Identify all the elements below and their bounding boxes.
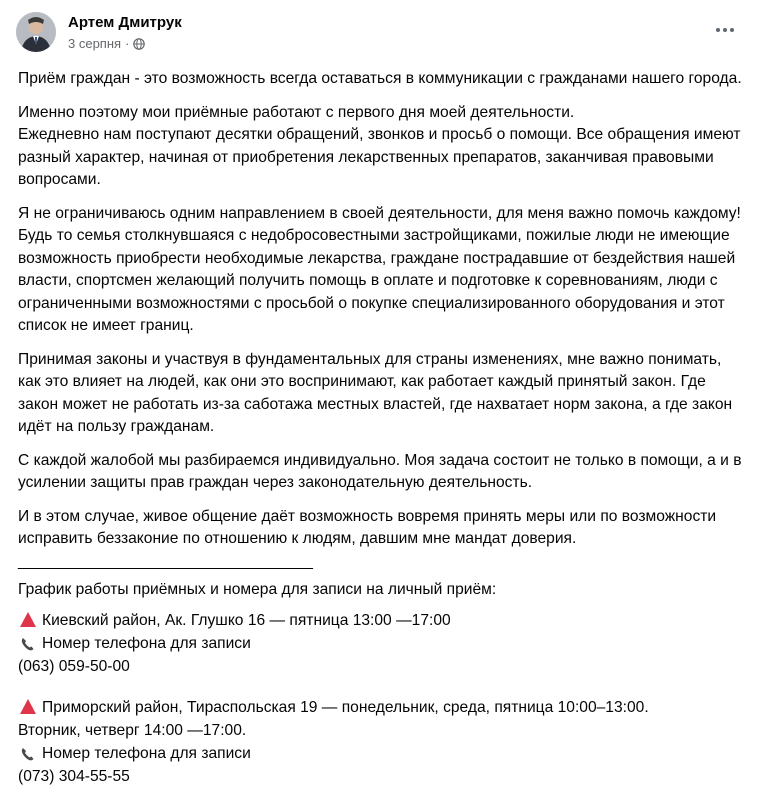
more-options-icon[interactable] bbox=[711, 20, 739, 40]
office-address: Киевский район, Ак. Глушко 16 — пятница 13:00 —17:00 bbox=[42, 612, 451, 629]
office-phone[interactable]: (063) 059-50-00 bbox=[18, 658, 130, 675]
paragraph: Принимая законы и участвуя в фундаментальных для страны изменениях, мне важно понимать, как это влияет на людей, как они это воспринимают, как работает каждый принятый закон. Где закон может не работать из-за саботажа местных властей, где нахватает норм закона, а где закон идёт на пользу гражданам. bbox=[18, 350, 733, 435]
office-phone[interactable]: (073) 304-55-55 bbox=[18, 768, 130, 785]
office-phone-label-line bbox=[18, 632, 748, 655]
phone-label: Номер телефона для записи bbox=[42, 745, 251, 762]
office-address: Приморский район, Тираспольская 19 — понедельник, среда, пятница 10:00–13:00. bbox=[42, 699, 649, 716]
red-triangle-icon bbox=[20, 612, 36, 627]
globe-icon[interactable] bbox=[133, 38, 145, 50]
post-date[interactable]: 3 серпня bbox=[68, 36, 122, 51]
post-meta bbox=[68, 36, 145, 51]
phone-label: Номер телефона для записи bbox=[42, 635, 251, 652]
paragraph: Приём граждан - это возможность всегда оставаться в коммуникации с гражданами нашего города. bbox=[18, 70, 742, 87]
office-address-line bbox=[18, 696, 748, 719]
red-triangle-icon bbox=[20, 699, 36, 714]
post-header bbox=[16, 12, 747, 56]
avatar-photo bbox=[16, 12, 56, 52]
avatar[interactable] bbox=[16, 12, 56, 52]
meta-separator: · bbox=[125, 36, 130, 51]
office-phone-label-line bbox=[18, 742, 748, 765]
telephone-receiver-icon bbox=[20, 636, 36, 652]
schedule-title: График работы приёмных и номера для записи на личный приём: bbox=[18, 580, 497, 598]
post-text bbox=[18, 68, 748, 788]
text-separator: __________________________________ bbox=[18, 552, 313, 570]
paragraph: Я не ограничиваюсь одним направлением в своей деятельности, для меня важно помочь каждому! Будь то семья столкнувшаяся с недобросовестными застройщиками, пожилые люди не имеющие возможность приобрести необходимые лекарства, граждане пострадавшие от бездействия нашей власти, спортсмен желающий получить помощь в оплате и подготовке к соревнованиям, люди с ограниченными возможностями с просьбой о покупке специализированного оборудования и этот список не имеет границ. bbox=[18, 204, 741, 334]
office-hours-extra: Вторник, четверг 14:00 —17:00. bbox=[18, 722, 247, 739]
paragraph: Именно поэтому мои приёмные работают с первого дня моей деятельности. Ежедневно нам поступают десятки обращений, звонков и просьб о помощи. Все обращения имеют разный характер, начиная от приобретения лекарственных препаратов, заканчивая правовыми вопросами. bbox=[18, 103, 741, 188]
author-name[interactable]: Артем Дмитрук bbox=[68, 14, 182, 31]
paragraph: И в этом случае, живое общение даёт возможность вовремя принять меры или по возможности исправить беззаконие по отношению к людям, давшим мне мандат доверия. bbox=[18, 507, 717, 547]
telephone-receiver-icon bbox=[20, 746, 36, 762]
office-address-line bbox=[18, 609, 748, 632]
paragraph: С каждой жалобой мы разбираемся индивидуально. Моя задача состоит не только в помощи, а и в усилении защиты прав граждан через законодательную деятельность. bbox=[18, 451, 742, 491]
